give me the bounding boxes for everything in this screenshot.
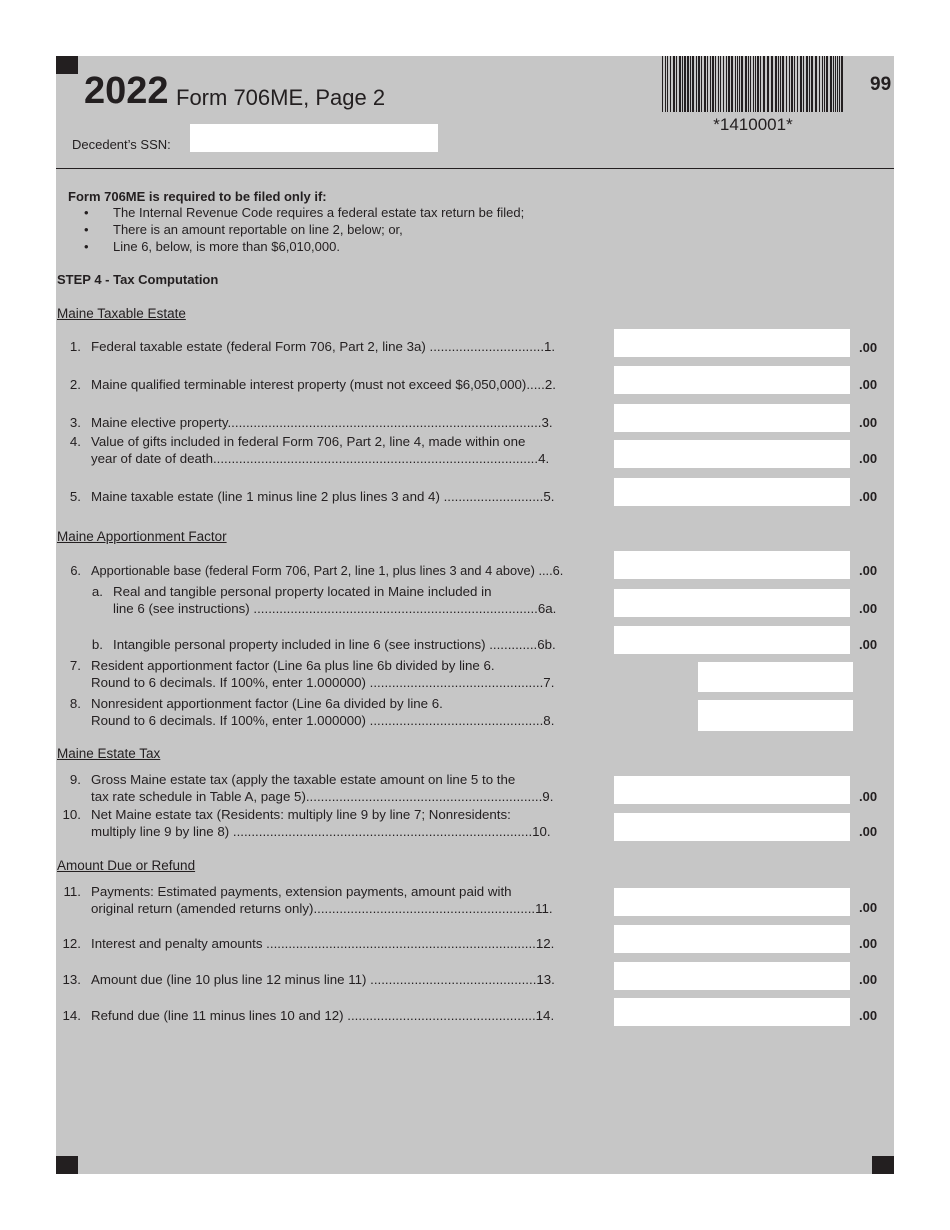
line-7-input[interactable] xyxy=(698,662,853,692)
line-label: Round to 6 decimals. If 100%, enter 1.000000) ...............................................7. xyxy=(91,675,555,690)
barcode-bar xyxy=(707,56,708,112)
bullet-icon: • xyxy=(84,205,89,220)
barcode-bar xyxy=(835,56,836,112)
line-number: a. xyxy=(91,584,103,599)
cents-label: .00 xyxy=(859,415,878,430)
line-label: tax rate schedule in Table A, page 5)................................................................9. xyxy=(91,789,554,804)
form-code: 99 xyxy=(870,74,892,95)
barcode-bar xyxy=(676,56,677,112)
line-label: Interest and penalty amounts .........................................................................12. xyxy=(91,936,555,951)
line-number: 1. xyxy=(69,339,81,354)
barcode-bar xyxy=(760,56,761,112)
line-1-input[interactable] xyxy=(614,329,850,357)
line-number: b. xyxy=(91,637,103,652)
line-label: Net Maine estate tax (Residents: multiply line 9 by line 7; Nonresidents: xyxy=(91,807,511,822)
cents-label: .00 xyxy=(859,451,878,466)
line-11 xyxy=(63,884,512,899)
line-9-input[interactable] xyxy=(614,776,850,804)
barcode-bar xyxy=(755,56,756,112)
line-label: line 6 (see instructions) .............................................................................6a. xyxy=(113,601,557,616)
line-6 xyxy=(70,563,564,578)
barcode-bar xyxy=(712,56,714,112)
ssn-input[interactable] xyxy=(190,124,438,152)
cents-label: .00 xyxy=(859,377,878,392)
barcode-bar xyxy=(780,56,781,112)
line-label: Maine elective property.....................................................................................3. xyxy=(91,415,553,430)
line-6-input[interactable] xyxy=(614,551,850,579)
cents-label: .00 xyxy=(859,340,878,355)
barcode-bar xyxy=(809,56,810,112)
cents-label: .00 xyxy=(859,900,878,915)
barcode-bar xyxy=(670,56,671,112)
barcode-bar xyxy=(696,56,697,112)
line-3 xyxy=(69,415,553,430)
barcode-bar xyxy=(763,56,765,112)
cents-label: .00 xyxy=(859,972,878,987)
line-label: Maine taxable estate (line 1 minus line 2 plus lines 3 and 4) ...........................5. xyxy=(91,489,555,504)
barcode-bar xyxy=(811,56,813,112)
section-heading-amount-due: Amount Due or Refund xyxy=(57,858,196,873)
line-label: Intangible personal property included in line 6 (see instructions) .............6b. xyxy=(113,637,556,652)
barcode-bar xyxy=(684,56,686,112)
barcode-bar xyxy=(690,56,691,112)
form-year: 2022 xyxy=(84,70,169,112)
barcode-bar xyxy=(715,56,716,112)
barcode-bar xyxy=(750,56,751,112)
barcode-bar xyxy=(704,56,706,112)
barcode-bar xyxy=(748,56,749,112)
line-number: 11. xyxy=(63,884,81,899)
barcode-bar xyxy=(797,56,798,112)
line-number: 9. xyxy=(69,772,81,787)
line-6b-input[interactable] xyxy=(614,626,850,654)
line-number: 14. xyxy=(62,1008,81,1023)
line-13 xyxy=(62,972,555,987)
line-6a xyxy=(91,584,492,599)
line-8 xyxy=(69,696,443,711)
line-label: Real and tangible personal property located in Maine included in xyxy=(113,584,492,599)
cents-label: .00 xyxy=(859,936,878,951)
filing-requirement-heading: Form 706ME is required to be filed only if: xyxy=(68,189,327,204)
line-number: 4. xyxy=(69,434,81,449)
barcode xyxy=(662,56,844,112)
filing-requirement-item: Line 6, below, is more than $6,010,000. xyxy=(113,239,340,254)
line-12 xyxy=(62,936,555,951)
line-4-continued xyxy=(91,451,549,466)
barcode-bar xyxy=(737,56,738,112)
barcode-bar xyxy=(741,56,743,112)
barcode-bar xyxy=(718,56,719,112)
section-heading-apportionment: Maine Apportionment Factor xyxy=(57,529,227,544)
step-title: STEP 4 - Tax Computation xyxy=(57,272,219,287)
bullet-icon: • xyxy=(84,222,89,237)
registration-mark xyxy=(56,56,78,74)
section-heading-taxable-estate: Maine Taxable Estate xyxy=(57,306,186,321)
cents-label: .00 xyxy=(859,1008,878,1023)
barcode-bar xyxy=(692,56,694,112)
line-7 xyxy=(69,658,495,673)
barcode-bar xyxy=(767,56,769,112)
line-2 xyxy=(69,377,556,392)
barcode-bar xyxy=(753,56,754,112)
line-label: Federal taxable estate (federal Form 706, Part 2, line 3a) ...............................1. xyxy=(91,339,556,354)
line-1 xyxy=(69,339,556,354)
barcode-bar xyxy=(682,56,683,112)
line-number: 13. xyxy=(62,972,81,987)
barcode-bar xyxy=(778,56,779,112)
barcode-bar xyxy=(819,56,820,112)
barcode-bar xyxy=(731,56,733,112)
barcode-bar xyxy=(673,56,675,112)
line-number: 12. xyxy=(62,936,81,951)
ssn-label: Decedent’s SSN: xyxy=(72,137,171,152)
cents-label: .00 xyxy=(859,637,878,652)
cents-label: .00 xyxy=(859,489,878,504)
section-heading-estate-tax: Maine Estate Tax xyxy=(57,746,161,761)
barcode-bar xyxy=(794,56,795,112)
line-3-input[interactable] xyxy=(614,404,850,432)
barcode-bar xyxy=(771,56,773,112)
line-2-input[interactable] xyxy=(614,366,850,394)
barcode-bar xyxy=(824,56,825,112)
line-8-continued xyxy=(91,713,554,728)
line-6b xyxy=(91,637,556,652)
barcode-bar xyxy=(830,56,832,112)
line-4-input[interactable] xyxy=(614,440,850,468)
barcode-bar xyxy=(837,56,838,112)
line-number: 5. xyxy=(69,489,81,504)
line-label: year of date of death........................................................................................4. xyxy=(91,451,550,466)
barcode-bar xyxy=(698,56,700,112)
line-8-input[interactable] xyxy=(698,700,853,731)
line-14 xyxy=(62,1008,555,1023)
filing-requirement-item: There is an amount reportable on line 2, below; or, xyxy=(113,222,403,237)
registration-mark xyxy=(872,1156,894,1174)
line-7-continued xyxy=(91,675,554,690)
barcode-bar xyxy=(745,56,747,112)
barcode-bar xyxy=(803,56,804,112)
barcode-bar xyxy=(710,56,711,112)
barcode-bar xyxy=(679,56,681,112)
line-11-input[interactable] xyxy=(614,888,850,916)
barcode-bar xyxy=(791,56,793,112)
line-label: Round to 6 decimals. If 100%, enter 1.000000) ...............................................8. xyxy=(91,713,555,728)
barcode-bar xyxy=(720,56,721,112)
barcode-bar xyxy=(687,56,689,112)
line-9 xyxy=(69,772,516,787)
line-number: 7. xyxy=(69,658,81,673)
line-label: Refund due (line 11 minus lines 10 and 12) ...................................................14. xyxy=(91,1008,555,1023)
line-label: Gross Maine estate tax (apply the taxable estate amount on line 5 to the xyxy=(91,772,516,787)
registration-mark xyxy=(56,1156,78,1174)
line-label: Amount due (line 10 plus line 12 minus line 11) .............................................13. xyxy=(91,972,555,987)
line-number: 6. xyxy=(70,563,81,578)
cents-label: .00 xyxy=(859,824,878,839)
barcode-bar xyxy=(815,56,817,112)
barcode-bar xyxy=(726,56,727,112)
barcode-bar xyxy=(757,56,759,112)
line-5 xyxy=(69,489,555,504)
barcode-bar xyxy=(662,56,663,112)
line-5-input[interactable] xyxy=(614,478,850,506)
barcode-bar xyxy=(728,56,730,112)
barcode-number: *1410001* xyxy=(713,115,793,134)
form-title: Form 706ME, Page 2 xyxy=(176,85,386,110)
barcode-bar xyxy=(665,56,666,112)
barcode-bar xyxy=(841,56,843,112)
line-number: 10. xyxy=(62,807,81,822)
barcode-bar xyxy=(735,56,736,112)
barcode-bar xyxy=(822,56,823,112)
barcode-bar xyxy=(701,56,702,112)
barcode-bar xyxy=(800,56,802,112)
line-number: 2. xyxy=(69,377,81,392)
line-label: Value of gifts included in federal Form 706, Part 2, line 4, made within one xyxy=(91,434,526,449)
line-14-input[interactable] xyxy=(614,998,850,1026)
line-11-continued xyxy=(91,901,553,916)
line-label: original return (amended returns only)............................................................11. xyxy=(91,901,553,916)
line-number: 3. xyxy=(69,415,81,430)
line-label: Maine qualified terminable interest property (must not exceed $6,050,000).....2. xyxy=(91,377,556,392)
line-10-continued xyxy=(91,824,551,839)
header-divider xyxy=(56,168,894,169)
barcode-bar xyxy=(667,56,668,112)
barcode-bar xyxy=(839,56,840,112)
bullet-icon: • xyxy=(84,239,89,254)
line-6a-input[interactable] xyxy=(614,589,850,617)
barcode-bar xyxy=(826,56,828,112)
barcode-bar xyxy=(789,56,790,112)
line-10-input[interactable] xyxy=(614,813,850,841)
barcode-bar xyxy=(775,56,777,112)
barcode-bar xyxy=(723,56,724,112)
barcode-bar xyxy=(806,56,808,112)
line-13-input[interactable] xyxy=(614,962,850,990)
filing-requirement-item: The Internal Revenue Code requires a federal estate tax return be filed; xyxy=(113,205,525,220)
line-label: Nonresident apportionment factor (Line 6a divided by line 6. xyxy=(91,696,443,711)
line-label: Apportionable base (federal Form 706, Part 2, line 1, plus lines 3 and 4 above) ....6. xyxy=(91,563,564,578)
line-6a-continued xyxy=(113,601,556,616)
line-label: Resident apportionment factor (Line 6a plus line 6b divided by line 6. xyxy=(91,658,495,673)
barcode-bar xyxy=(739,56,740,112)
line-10 xyxy=(62,807,511,822)
line-9-continued xyxy=(91,789,553,804)
barcode-bar xyxy=(833,56,834,112)
line-number: 8. xyxy=(69,696,81,711)
barcode-bar xyxy=(786,56,787,112)
line-label: Payments: Estimated payments, extension payments, amount paid with xyxy=(91,884,512,899)
cents-label: .00 xyxy=(859,601,878,616)
line-4 xyxy=(69,434,526,449)
line-label: multiply line 9 by line 8) .................................................................................10. xyxy=(91,824,551,839)
cents-label: .00 xyxy=(859,563,878,578)
line-12-input[interactable] xyxy=(614,925,850,953)
cents-label: .00 xyxy=(859,789,878,804)
barcode-bar xyxy=(782,56,784,112)
